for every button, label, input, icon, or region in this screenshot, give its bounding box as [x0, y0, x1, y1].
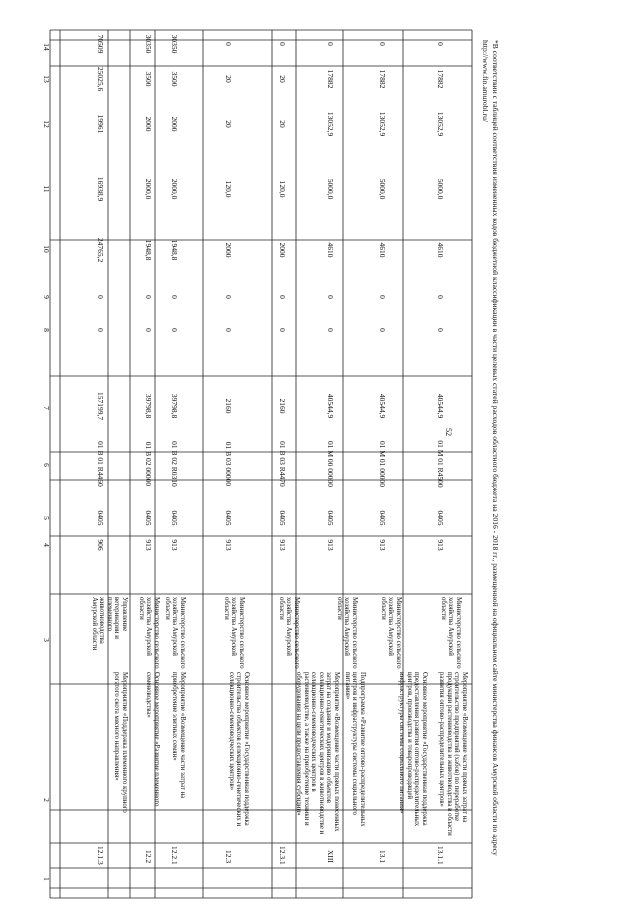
row-target-code: 01 М 01 R4500 — [436, 440, 445, 488]
row-value-col11: 5000,0 — [326, 178, 335, 200]
row-grbs: 913 — [144, 539, 153, 551]
row-section: 0405 — [278, 510, 287, 526]
row-executor: Министерство сельского хозяйства Амурской области — [277, 597, 300, 669]
row-grbs: 913 — [378, 539, 387, 551]
row-value-col12: 13052,9 — [378, 111, 387, 137]
row-grbs: 913 — [224, 539, 233, 551]
row-target-code: 01 В 01 R4460 — [96, 441, 105, 487]
row-value-col14: 0 — [378, 42, 387, 46]
row-grbs: 913 — [278, 539, 287, 551]
row-value-col7: 157199,7 — [96, 391, 105, 421]
row-value-col7: 40544,9 — [378, 393, 387, 419]
header-cell: 11 — [42, 185, 51, 193]
header-cell: 8 — [42, 328, 51, 332]
row-value-col14: 0 — [278, 42, 287, 46]
header-cell: 9 — [42, 295, 51, 299]
row-value-col13: 17882 — [378, 69, 387, 89]
row-executor: Министерство сельского хозяйства Амурской области — [335, 597, 358, 669]
row-target-code: 01 В 02 R0310 — [170, 441, 179, 487]
row-executor: Министерство сельского хозяйства Амурской области — [439, 597, 462, 669]
row-value-col7: 39798,8 — [170, 393, 179, 419]
row-executor: Министерство сельского хозяйства Амурской области — [379, 597, 402, 669]
row-id: 13.1 — [378, 850, 387, 864]
row-value-col13: 3500 — [170, 71, 179, 87]
row-value-col7: 40544,9 — [326, 393, 335, 419]
row-name: Мероприятие «Возмещение части прямых затрат на строительство предприятий (хабов) по переработке продукции растениеводства и животноводства в области развития оптово-распределительных центров» — [438, 672, 468, 836]
row-value-col10: 4610 — [436, 242, 445, 258]
row-value-col12: 20 — [278, 120, 287, 128]
row-value-col13: 3500 — [144, 71, 153, 87]
header-cell: 1 — [42, 877, 51, 881]
row-value-col8: 0 — [378, 328, 387, 332]
row-id: 12.3.1 — [278, 846, 287, 865]
row-id: 12.2 — [144, 850, 153, 864]
row-value-col13: 17882 — [326, 69, 335, 89]
row-value-col9: 0 — [378, 295, 387, 299]
row-name: Основное мероприятие «Государственная поддержка предоставления развития оптово-распределительных центров, производства и товаропроводящей инфраструктуры системы социального питания» — [398, 672, 428, 827]
row-name: Мероприятие «Возмещение части затрат на приобретение элитных семян» — [171, 672, 186, 799]
row-value-col12: 19961 — [96, 114, 105, 134]
row-grbs: 913 — [170, 539, 179, 551]
row-value-col10: 1948,8 — [170, 239, 179, 261]
row-value-col11: 16938,9 — [96, 176, 105, 202]
row-value-col9: 0 — [96, 295, 105, 299]
header-cell: 4 — [42, 543, 51, 547]
row-section: 0405 — [436, 510, 445, 526]
row-value-col9: 0 — [436, 295, 445, 299]
row-id: 12.2.1 — [170, 846, 179, 865]
row-value-col13: 25025,6 — [96, 66, 105, 92]
row-value-col12: 13052,9 — [436, 111, 445, 137]
row-value-col8: 0 — [224, 328, 233, 332]
row-value-col7: 2160 — [278, 398, 287, 414]
row-id: 13.1.1 — [436, 846, 445, 865]
row-target-code: 01 М 01 00000 — [378, 440, 387, 488]
row-target-code: 01 В 02 00000 — [144, 441, 153, 487]
row-target-code: 01 В 03 R4470 — [278, 441, 287, 487]
row-section: 0405 — [96, 510, 105, 526]
row-value-col9: 0 — [224, 295, 233, 299]
row-target-code: 01 В 03 00000 — [224, 441, 233, 487]
row-executor: Министерство сельского хозяйства Амурской области — [137, 597, 160, 669]
header-cell: 13 — [42, 75, 51, 83]
row-value-col11: 120,0 — [224, 180, 233, 198]
row-value-col11: 5000,0 — [378, 178, 387, 200]
row-value-col12: 13052,9 — [326, 111, 335, 137]
row-value-col8: 0 — [144, 328, 153, 332]
row-section: 0405 — [144, 510, 153, 526]
row-value-col13: 17882 — [436, 69, 445, 89]
header-cell: 10 — [42, 245, 51, 253]
row-section: 0405 — [378, 510, 387, 526]
row-value-col9: 0 — [144, 295, 153, 299]
row-id: XIII — [326, 850, 335, 863]
header-cell: 2 — [42, 798, 51, 802]
row-value-col10: 1948,8 — [144, 239, 153, 261]
row-section: 0405 — [326, 510, 335, 526]
row-name: Подпрограмма «Развитие оптово-распределительных центров и инфраструктуры системы социального питания» — [343, 672, 366, 827]
row-value-col11: 5000,0 — [436, 178, 445, 200]
row-target-code: 01 М 00 00000 — [326, 440, 335, 488]
row-value-col8: 0 — [326, 328, 335, 332]
row-value-col11: 2000,0 — [170, 178, 179, 200]
row-grbs: 906 — [96, 539, 105, 551]
footnote: *В соответствии с таблицей соответствия измененных кодов бюджетной классификации в части целевых статей расходов областного бюджета на 2016 - 2018 гг., размещенной на официальном сайте министерства финансов Амурской области по адресу http://www.fin.amurobl.ru/ — [480, 40, 500, 856]
row-value-col9: 0 — [170, 295, 179, 299]
row-id: 12.1.3 — [96, 846, 105, 865]
row-value-col8: 0 — [278, 328, 287, 332]
row-value-col10: 4610 — [378, 242, 387, 258]
row-value-col14: 70509 — [96, 34, 105, 54]
header-cell: 14 — [42, 43, 51, 51]
row-value-col14: 0 — [436, 42, 445, 46]
row-name: Мероприятие «Поддержка племенного крупного рогатого скота мясного направления» — [113, 672, 128, 813]
row-value-col10: 24765,2 — [96, 237, 105, 263]
row-name: Мероприятие «Возмещение части прямых понесенных затрат на создание и модернизацию объектов селекционно-генетических центров в животноводстве и селекционно-семеноводческих центров в растениеводстве, а также на приобретение техники и оборудования на цели предоставления субсидии» — [294, 672, 340, 835]
row-value-col7: 2160 — [224, 398, 233, 414]
row-section: 0405 — [224, 510, 233, 526]
row-value-col14: 30350 — [144, 34, 153, 54]
row-value-col8: 0 — [96, 328, 105, 332]
row-value-col12: 20 — [224, 120, 233, 128]
header-cell: 3 — [42, 638, 51, 642]
row-value-col10: 4610 — [326, 242, 335, 258]
row-value-col12: 2000 — [170, 116, 179, 132]
row-value-col10: 2000 — [278, 242, 287, 258]
row-value-col10: 2000 — [224, 242, 233, 258]
row-executor: Министерство сельского хозяйства Амурской области — [222, 597, 245, 669]
row-section: 0405 — [170, 510, 179, 526]
row-name: Основное мероприятие «Развитие племенного семеноводства» — [145, 672, 160, 807]
header-cell: 6 — [42, 463, 51, 467]
row-value-col14: 30350 — [170, 34, 179, 54]
row-value-col14: 0 — [224, 42, 233, 46]
row-executor: Управление ветеринарии и племенного животноводства Амурской области — [90, 597, 128, 651]
row-value-col13: 20 — [278, 75, 287, 83]
row-value-col7: 39798,8 — [144, 393, 153, 419]
row-value-col13: 20 — [224, 75, 233, 83]
row-grbs: 913 — [436, 539, 445, 551]
header-cell: 12 — [42, 120, 51, 128]
row-value-col8: 0 — [436, 328, 445, 332]
row-value-col11: 2000,0 — [144, 178, 153, 200]
header-cell: 7 — [42, 406, 51, 410]
row-value-col9: 0 — [326, 295, 335, 299]
row-id: 12.3 — [224, 850, 233, 864]
row-value-col7: 40544,9 — [436, 393, 445, 419]
header-cell: 5 — [42, 516, 51, 520]
row-value-col14: 0 — [326, 42, 335, 46]
row-value-col8: 0 — [170, 328, 179, 332]
row-value-col11: 120,0 — [278, 180, 287, 198]
row-value-col9: 0 — [278, 295, 287, 299]
page-number: 52 — [444, 428, 453, 436]
row-grbs: 913 — [326, 539, 335, 551]
row-value-col12: 2000 — [144, 116, 153, 132]
row-executor: Министерство сельского хозяйства Амурской области — [163, 597, 186, 669]
row-name: Основное мероприятие «Государственная поддержка строительства объектов селекционно-генетических и селекционно-семеноводческих центров» — [227, 672, 250, 827]
